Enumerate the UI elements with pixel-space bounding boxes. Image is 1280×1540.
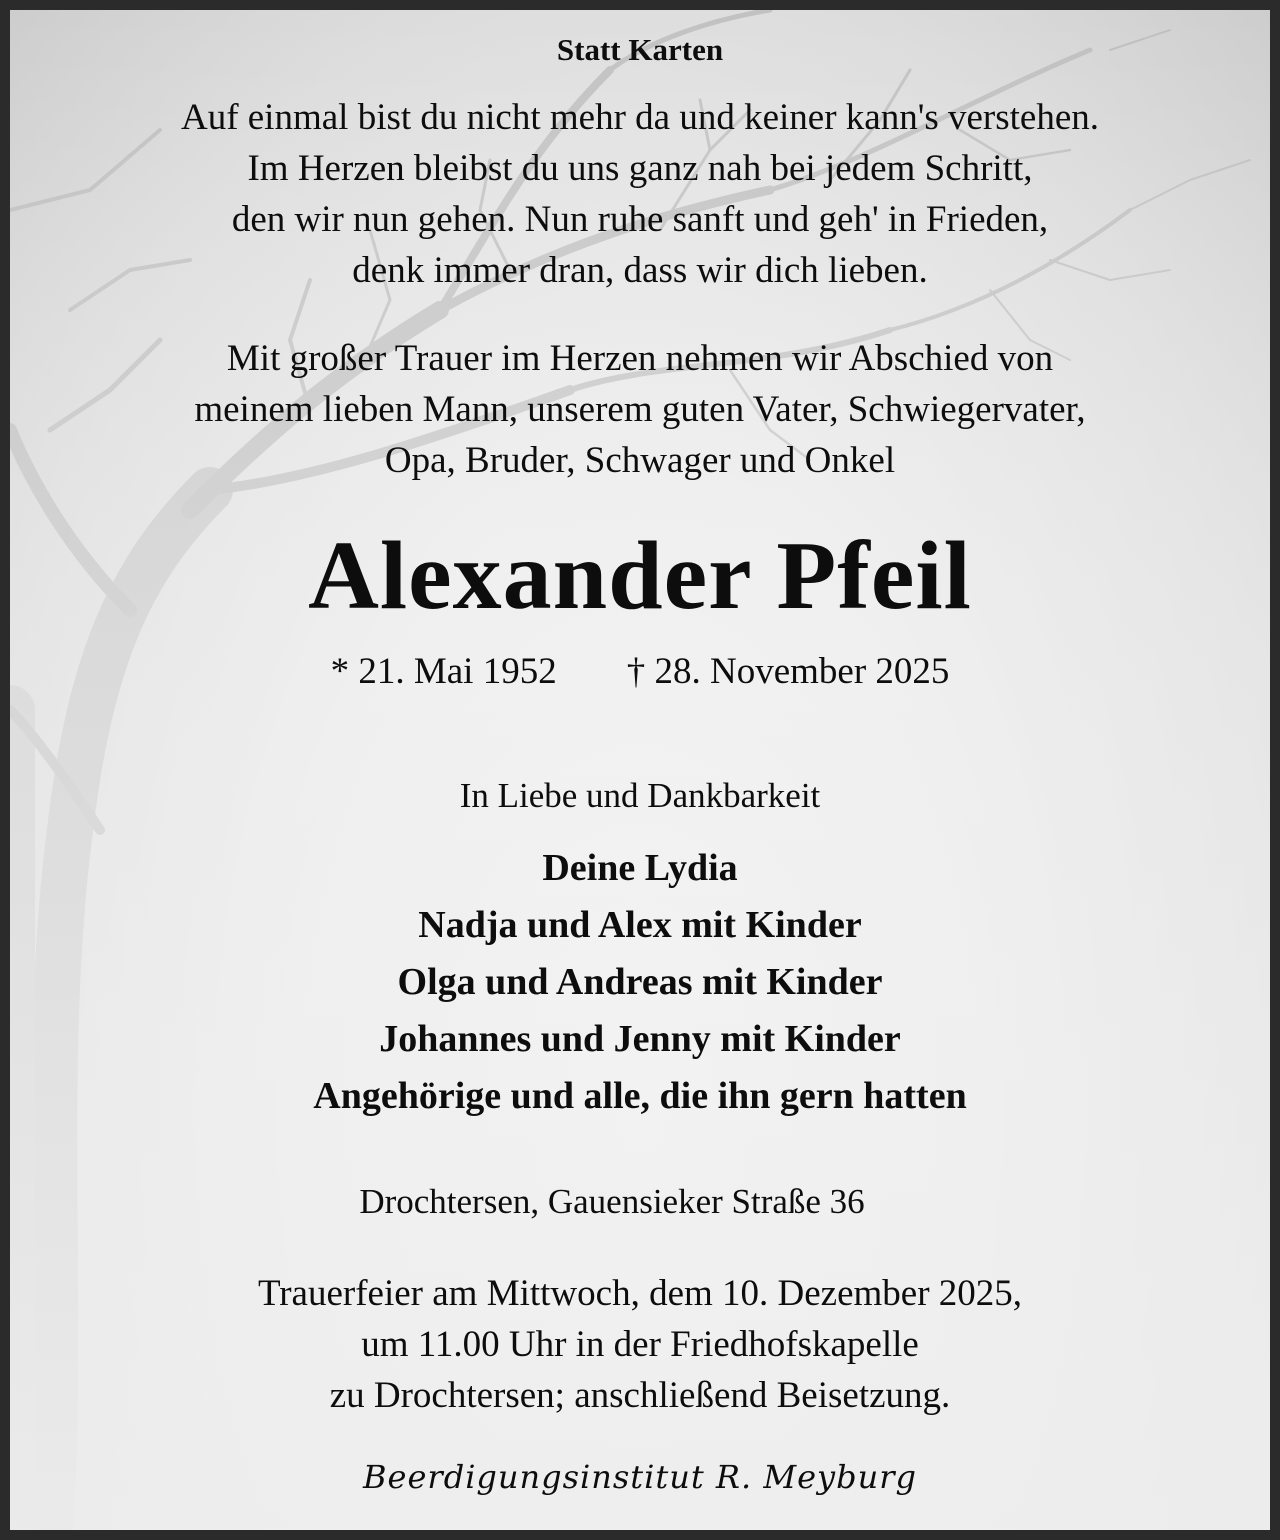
poem-line: den wir nun gehen. Nun ruhe sanft und geh' in Frieden, [231,199,1049,240]
family-member: Angehörige und alle, die ihn gern hatten [313,1075,967,1117]
thanks-line: In Liebe und Dankbarkeit [459,776,821,815]
poem-line: Auf einmal bist du nicht mehr da und keiner kann's verstehen. [180,97,1100,138]
birth-date: * 21. Mai 1952 [330,651,557,692]
address: Drochtersen, Gauensieker Straße 36 [359,1182,865,1221]
poem-line: Im Herzen bleibst du uns ganz nah bei jedem Schritt, [247,148,1033,189]
header-statt-karten: Statt Karten [556,32,724,67]
obituary-text [10,10,1270,1530]
undertaker-signature: Beerdigungsinstitut R. Meyburg [363,1458,917,1496]
family-member: Johannes und Jenny mit Kinder [379,1018,901,1060]
service-line: um 11.00 Uhr in der Friedhofskapelle [361,1324,919,1365]
death-date: † 28. November 2025 [626,651,950,692]
family-member: Olga und Andreas mit Kinder [397,961,883,1003]
service-line: zu Drochtersen; anschließend Beisetzung. [329,1375,951,1416]
obituary-card [10,10,1270,1530]
intro-line: meinem lieben Mann, unserem guten Vater, Schwiegervater, [194,389,1086,430]
intro-line: Mit großer Trauer im Herzen nehmen wir Abschied von [226,338,1054,379]
intro-line: Opa, Bruder, Schwager und Onkel [384,440,896,481]
life-dates [10,650,1270,693]
deceased-name: Alexander Pfeil [308,522,972,630]
family-member: Deine Lydia [542,847,738,889]
family-member: Nadja und Alex mit Kinder [418,904,862,946]
service-line: Trauerfeier am Mittwoch, dem 10. Dezember 2025, [257,1273,1023,1314]
poem-line: denk immer dran, dass wir dich lieben. [352,250,928,291]
